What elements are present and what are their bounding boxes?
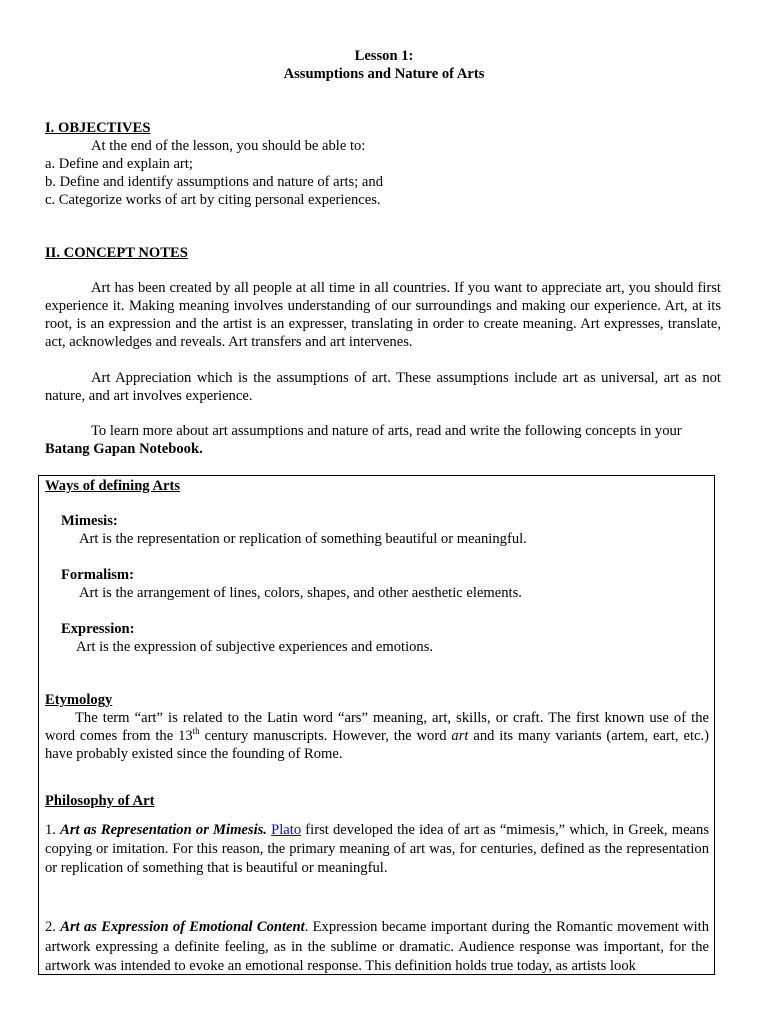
formalism-label: Formalism: (61, 567, 134, 583)
objective-item: a. Define and explain art; (45, 156, 193, 172)
concept-paragraph-3: To learn more about art assumptions and nature of arts, read and write the following concepts in your Batang Gapan Notebook. (45, 423, 682, 457)
philosophy-item-2: 2. Art as Expression of Emotional Content. Expression became important during the Romantic movement with artwork expressing a definite feeling, as in the sublime or dramatic. Audience response was important, for the artwork was intended to evoke an emotional response. This definition holds true today, as artists look (45, 919, 709, 974)
objective-item: c. Categorize works of art by citing personal experiences. (45, 192, 381, 208)
concept-paragraph-1: Art has been created by all people at all time in all countries. If you want to appreciate art, you should first experience it. Making meaning involves understanding of our surroundings and making our experience. Art, at its root, is an expression and the artist is an expresser, translating in order to create meaning. Art expresses, translate, act, acknowledges and reveals. Art transfers and art intervenes. (45, 280, 721, 350)
concept-paragraph-2: Art Appreciation which is the assumptions of art. These assumptions include art as universal, art as not nature, and art involves experience. (45, 370, 721, 404)
notebook-name: Batang Gapan Notebook. (45, 441, 203, 457)
mimesis-text: Art is the representation or replication of something beautiful or meaningful. (79, 531, 527, 547)
formalism-text: Art is the arrangement of lines, colors, shapes, and other aesthetic elements. (79, 585, 522, 601)
expression-text: Art is the expression of subjective experiences and emotions. (76, 639, 434, 655)
expression-label: Expression: (61, 621, 135, 637)
philosophy-item-1: 1. Art as Representation or Mimesis. Plato first developed the idea of art as “mimesis,” which, in Greek, means copying or imitation. For this reason, the primary meaning of art was, for centuries, defined as the representation or replication of something that is beautiful or meaningful. (45, 822, 709, 876)
lesson-number: Lesson 1: (354, 48, 414, 64)
lesson-title: Assumptions and Nature of Arts (283, 66, 485, 82)
mimesis-label: Mimesis: (61, 513, 118, 529)
objectives-intro: At the end of the lesson, you should be able to: (91, 138, 366, 154)
philosophy-heading: Philosophy of Art (45, 793, 155, 809)
plato-link[interactable]: Plato (271, 822, 302, 838)
etymology-heading: Etymology (45, 692, 113, 708)
etymology-paragraph: The term “art” is related to the Latin word “ars” meaning, art, skills, or craft. The first known use of the word comes from the 13th century manuscripts. However, the word art and its many variants (artem, eart, etc.) have probably existed since the founding of Rome. (45, 710, 709, 762)
ways-heading: Ways of defining Arts (45, 478, 181, 494)
objective-item: b. Define and identify assumptions and nature of arts; and (45, 174, 384, 190)
concept-notes-heading: II. CONCEPT NOTES (45, 245, 188, 261)
objectives-heading: I. OBJECTIVES (45, 120, 151, 136)
notes-box (38, 475, 715, 975)
